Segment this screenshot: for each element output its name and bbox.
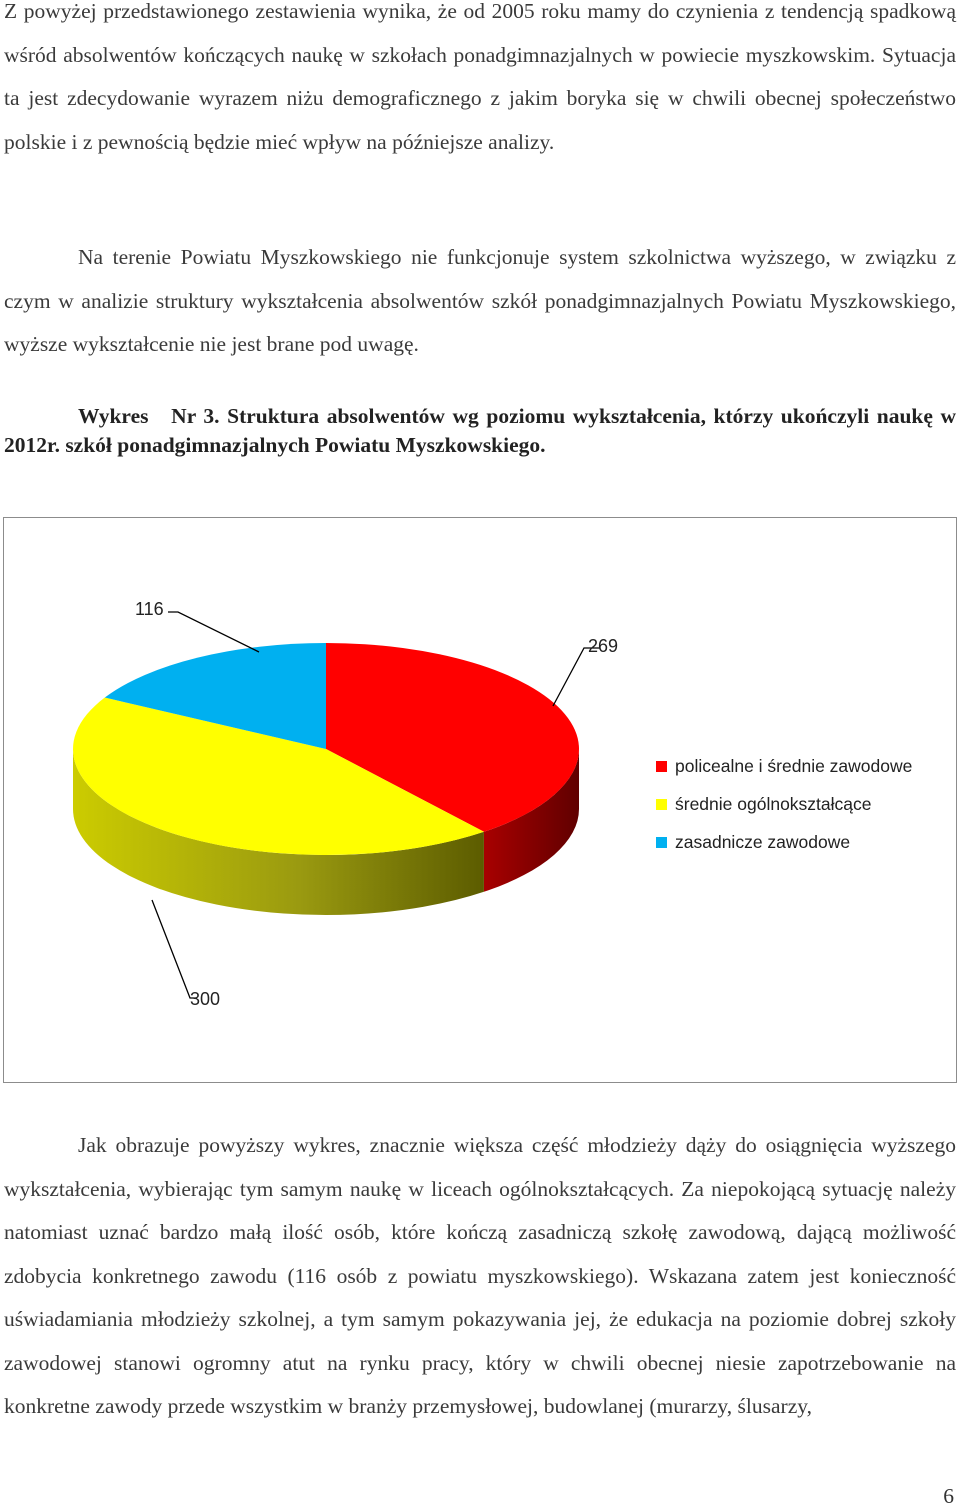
- leader-line: [152, 900, 197, 998]
- legend-label: średnie ogólnokształcące: [675, 793, 872, 814]
- paragraph-intro: Z powyżej przedstawionego zestawienia wynika, że od 2005 roku mamy do czynienia z tendencją spadkową wśród absolwentów kończących naukę w szkołach ponadgimnazjalnych w powiecie myszkowskim. Sytuacja ta jest zdecydowanie wyrazem niżu demograficznego z jakim boryka się w chwili obecnej społeczeństwo polskie i z pewnością będzie mieć wpływ na późniejsze analizy.: [4, 0, 956, 154]
- leader-line: [168, 612, 259, 652]
- legend-label: zasadnicze zawodowe: [675, 831, 851, 852]
- data-label: 300: [190, 988, 221, 1009]
- legend-swatch-yellow: [656, 799, 667, 810]
- legend-swatch-blue: [656, 837, 667, 848]
- legend-label: policealne i średnie zawodowe: [675, 755, 913, 776]
- legend-swatch-red: [656, 761, 667, 772]
- paragraph-conclusion: Jak obrazuje powyższy wykres, znacznie większa część młodzieży dąży do osiągnięcia wyższego wykształcenia, wybierając tym samym naukę w liceach ogólnokształcących. Za niepokojącą sytuację należy natomiast uznać bardzo małą ilość osób, które kończą zasadniczą szkołę zawodową, dającą możliwość zdobycia konkretnego zawodu (116 osób z powiatu myszkowskiego). Wskazana zatem jest konieczność uświadamiania młodzieży szkolnej, a tym samym pokazywania jej, że edukacja na poziomie dobrej szkoły zawodowej stanowi ogromny atut na rynku pracy, który w chwili obecnej niesie zapotrzebowanie na konkretne zawody przede wszystkim w branży przemysłowej, budowlanej (murarzy, ślusarzy,: [4, 1133, 956, 1418]
- chart-caption-text: Struktura absolwentów wg poziomu wykształcenia, którzy ukończyli naukę w 2012r. szkół ponadgimnazjalnych Powiatu Myszkowskiego.: [4, 404, 957, 457]
- chart-legend: [656, 747, 912, 861]
- data-label: 116: [135, 598, 164, 619]
- data-label: 269: [588, 635, 619, 656]
- chart-caption-prefix: Wykres Nr 3.: [78, 404, 220, 428]
- page-number: 6: [943, 1484, 954, 1508]
- legend-item: [656, 785, 912, 823]
- paragraph-higher-education: Na terenie Powiatu Myszkowskiego nie funkcjonuje system szkolnictwa wyższego, w związku z czym w analizie struktury wykształcenia absolwentów szkół ponadgimnazjalnych Powiatu Myszkowskiego, wyższe wykształcenie nie jest brane pod uwagę.: [4, 245, 956, 356]
- legend-item: [656, 747, 912, 785]
- leader-line: [553, 648, 600, 706]
- legend-item: [656, 823, 912, 861]
